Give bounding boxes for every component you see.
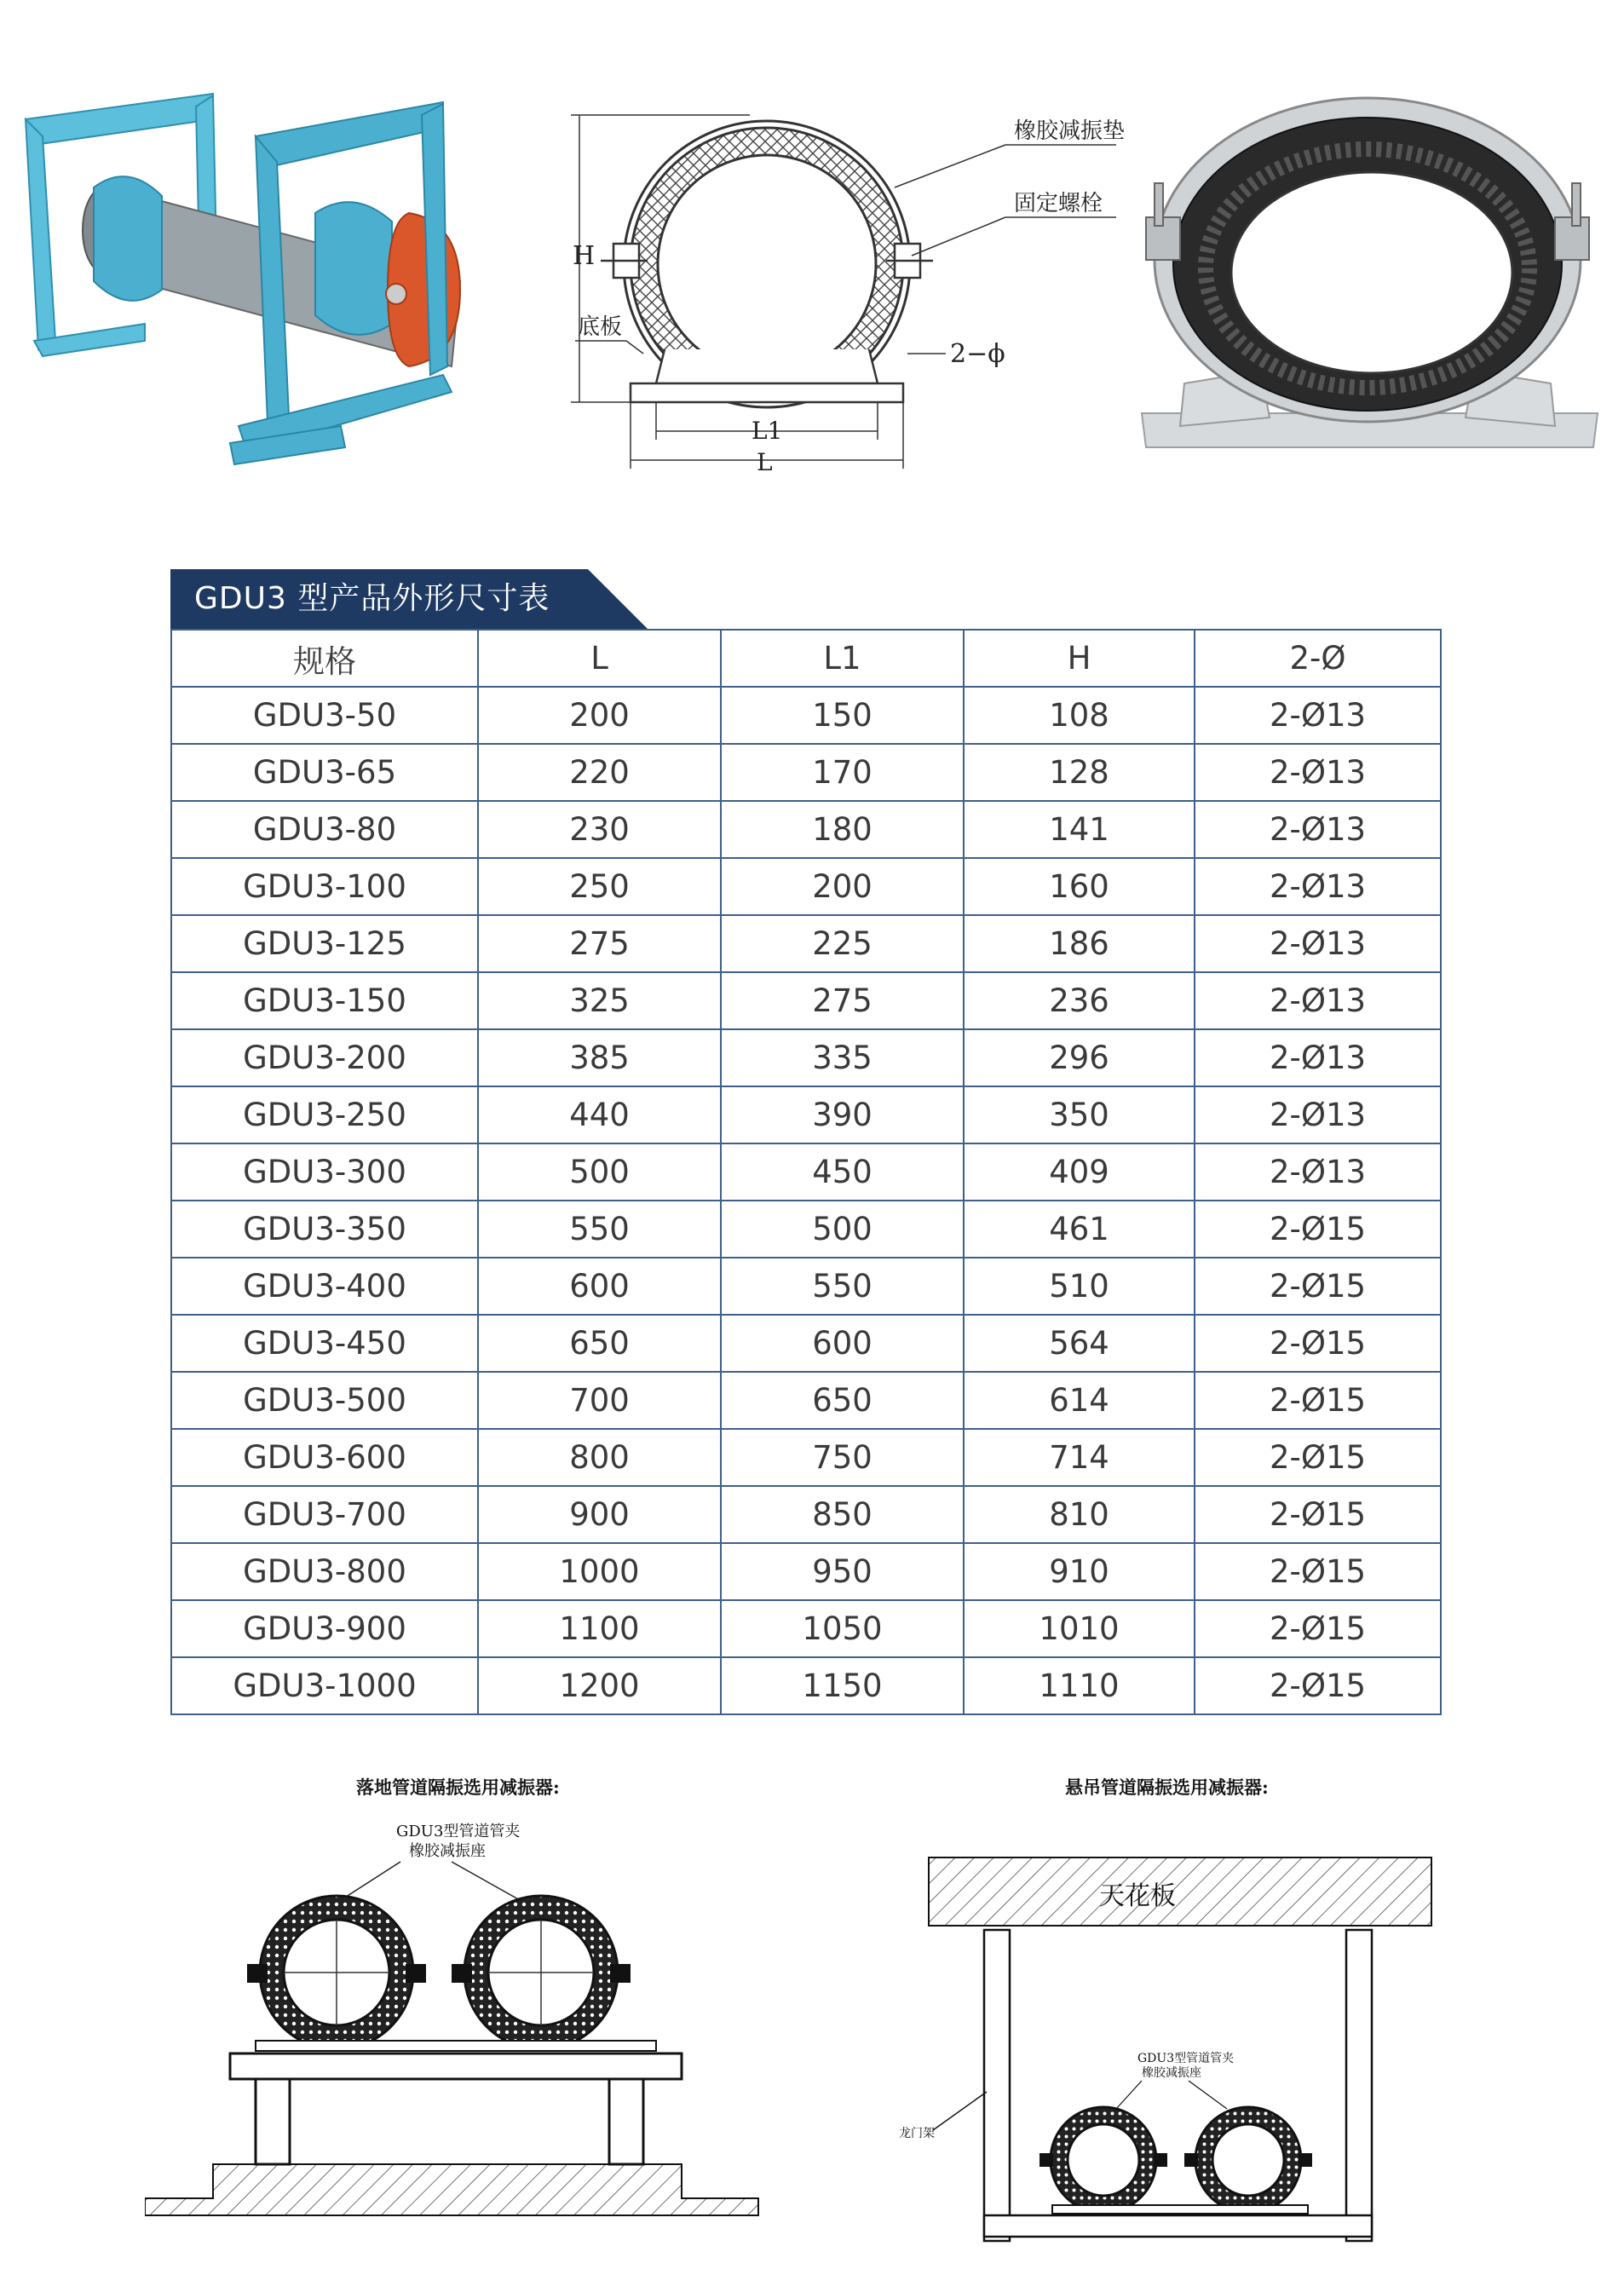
cell-holes: 2-Ø13 xyxy=(1195,1143,1441,1201)
cell-h: 236 xyxy=(964,972,1195,1029)
cell-l: 600 xyxy=(478,1258,721,1315)
table-header-row xyxy=(171,630,1441,687)
cell-l1: 550 xyxy=(721,1258,964,1315)
cell-spec: GDU3-500 xyxy=(171,1372,478,1429)
cell-l: 650 xyxy=(478,1315,721,1372)
cell-spec: GDU3-65 xyxy=(171,744,478,801)
hang-install-drawing xyxy=(886,1849,1440,2258)
spec-table xyxy=(170,629,1442,1715)
table-row xyxy=(171,915,1441,972)
frame-label: 龙门架 xyxy=(899,2127,935,2140)
cell-l1: 200 xyxy=(721,858,964,915)
cell-h: 141 xyxy=(964,801,1195,858)
label-base-plate: 底板 xyxy=(578,314,623,340)
dim-h-label: H xyxy=(573,241,596,271)
cell-h: 510 xyxy=(964,1258,1195,1315)
cell-l: 550 xyxy=(478,1201,721,1258)
cell-holes: 2-Ø15 xyxy=(1195,1486,1441,1543)
cell-h: 614 xyxy=(964,1372,1195,1429)
cell-spec: GDU3-1000 xyxy=(171,1657,478,1714)
cell-l1: 335 xyxy=(721,1029,964,1086)
cell-l: 275 xyxy=(478,915,721,972)
table-row xyxy=(171,858,1441,915)
cell-holes: 2-Ø15 xyxy=(1195,1429,1441,1486)
table-row xyxy=(171,1543,1441,1600)
cell-h: 910 xyxy=(964,1543,1195,1600)
cell-holes: 2-Ø15 xyxy=(1195,1657,1441,1714)
label-fixing-bolt: 固定螺栓 xyxy=(1014,191,1103,216)
table-row xyxy=(171,801,1441,858)
table-row xyxy=(171,1315,1441,1372)
cell-spec: GDU3-200 xyxy=(171,1029,478,1086)
cell-spec: GDU3-800 xyxy=(171,1543,478,1600)
table-row xyxy=(171,687,1441,744)
cell-l1: 1150 xyxy=(721,1657,964,1714)
table-row xyxy=(171,744,1441,801)
hang-install-caption: 悬吊管道隔振选用减振器: xyxy=(1065,1777,1269,1798)
cell-holes: 2-Ø13 xyxy=(1195,1086,1441,1143)
cell-l1: 1050 xyxy=(721,1600,964,1657)
cell-l1: 500 xyxy=(721,1201,964,1258)
dim-l-label: L xyxy=(757,448,773,476)
table-title-tab xyxy=(170,569,1440,629)
cell-l: 500 xyxy=(478,1143,721,1201)
cell-h: 296 xyxy=(964,1029,1195,1086)
cell-holes: 2-Ø13 xyxy=(1195,972,1441,1029)
cell-h: 714 xyxy=(964,1429,1195,1486)
cell-l1: 225 xyxy=(721,915,964,972)
cell-l: 200 xyxy=(478,687,721,744)
cell-spec: GDU3-250 xyxy=(171,1086,478,1143)
table-body xyxy=(171,687,1441,1714)
table-row xyxy=(171,1201,1441,1258)
cell-h: 1010 xyxy=(964,1600,1195,1657)
label-holes: 2−ϕ xyxy=(950,339,1005,369)
table-row xyxy=(171,1258,1441,1315)
cell-l: 1200 xyxy=(478,1657,721,1714)
cell-holes: 2-Ø13 xyxy=(1195,744,1441,801)
cell-spec: GDU3-900 xyxy=(171,1600,478,1657)
header-l: L xyxy=(478,630,721,687)
cell-spec: GDU3-400 xyxy=(171,1258,478,1315)
cell-l: 325 xyxy=(478,972,721,1029)
floor-label-2: 橡胶减振座 xyxy=(409,1842,486,1860)
cell-holes: 2-Ø15 xyxy=(1195,1258,1441,1315)
cell-l: 230 xyxy=(478,801,721,858)
cell-h: 128 xyxy=(964,744,1195,801)
cell-l1: 390 xyxy=(721,1086,964,1143)
cell-l: 700 xyxy=(478,1372,721,1429)
table-row xyxy=(171,1029,1441,1086)
floor-install-caption: 落地管道隔振选用减振器: xyxy=(356,1777,560,1798)
cell-spec: GDU3-600 xyxy=(171,1429,478,1486)
header-h: H xyxy=(964,630,1195,687)
cell-l1: 850 xyxy=(721,1486,964,1543)
cell-spec: GDU3-350 xyxy=(171,1201,478,1258)
cell-l1: 170 xyxy=(721,744,964,801)
cell-l1: 650 xyxy=(721,1372,964,1429)
cell-holes: 2-Ø15 xyxy=(1195,1315,1441,1372)
cell-holes: 2-Ø15 xyxy=(1195,1372,1441,1429)
table-row xyxy=(171,1600,1441,1657)
cell-l: 220 xyxy=(478,744,721,801)
cell-h: 810 xyxy=(964,1486,1195,1543)
cell-h: 186 xyxy=(964,915,1195,972)
cell-h: 564 xyxy=(964,1315,1195,1372)
table-title: GDU3 型产品外形尺寸表 xyxy=(194,581,550,616)
cell-spec: GDU3-125 xyxy=(171,915,478,972)
header-l1: L1 xyxy=(721,630,964,687)
cell-spec: GDU3-300 xyxy=(171,1143,478,1201)
cell-spec: GDU3-700 xyxy=(171,1486,478,1543)
cell-h: 350 xyxy=(964,1086,1195,1143)
cell-l: 1100 xyxy=(478,1600,721,1657)
ceiling-label: 天花板 xyxy=(1099,1881,1176,1911)
cell-l: 440 xyxy=(478,1086,721,1143)
cell-l1: 450 xyxy=(721,1143,964,1201)
cell-h: 1110 xyxy=(964,1657,1195,1714)
table-row xyxy=(171,1372,1441,1429)
cell-spec: GDU3-50 xyxy=(171,687,478,744)
cell-l: 900 xyxy=(478,1486,721,1543)
cell-l: 250 xyxy=(478,858,721,915)
cell-holes: 2-Ø15 xyxy=(1195,1600,1441,1657)
cell-holes: 2-Ø15 xyxy=(1195,1543,1441,1600)
cell-l1: 275 xyxy=(721,972,964,1029)
cell-h: 108 xyxy=(964,687,1195,744)
cell-spec: GDU3-150 xyxy=(171,972,478,1029)
dimension-table-section xyxy=(170,569,1440,1715)
cell-l1: 600 xyxy=(721,1315,964,1372)
cell-h: 409 xyxy=(964,1143,1195,1201)
cell-holes: 2-Ø13 xyxy=(1195,858,1441,915)
hang-label-1: GDU3型管道管夹 xyxy=(1137,2052,1235,2065)
cell-h: 160 xyxy=(964,858,1195,915)
cell-l: 1000 xyxy=(478,1543,721,1600)
clamp-technical-drawing xyxy=(562,94,1125,477)
table-row xyxy=(171,972,1441,1029)
cell-l: 800 xyxy=(478,1429,721,1486)
header-spec: 规格 xyxy=(171,630,478,687)
cell-l1: 150 xyxy=(721,687,964,744)
table-row xyxy=(171,1086,1441,1143)
cell-h: 461 xyxy=(964,1201,1195,1258)
cell-spec: GDU3-80 xyxy=(171,801,478,858)
product-photo-clamp xyxy=(1133,89,1610,473)
floor-label-1: GDU3型管道管夹 xyxy=(396,1823,521,1840)
cell-l1: 750 xyxy=(721,1429,964,1486)
header-holes: 2-Ø xyxy=(1195,630,1441,687)
label-rubber-pad: 橡胶减振垫 xyxy=(1014,118,1125,144)
cell-spec: GDU3-100 xyxy=(171,858,478,915)
table-row xyxy=(171,1143,1441,1201)
cell-l1: 180 xyxy=(721,801,964,858)
floor-install-drawing xyxy=(145,1815,767,2224)
cell-spec: GDU3-450 xyxy=(171,1315,478,1372)
hang-label-2: 橡胶减振座 xyxy=(1142,2066,1201,2080)
cell-holes: 2-Ø15 xyxy=(1195,1201,1441,1258)
cell-holes: 2-Ø13 xyxy=(1195,687,1441,744)
table-row xyxy=(171,1429,1441,1486)
cell-holes: 2-Ø13 xyxy=(1195,801,1441,858)
table-row xyxy=(171,1486,1441,1543)
product-photo-frame-support xyxy=(17,85,511,494)
cell-l1: 950 xyxy=(721,1543,964,1600)
cell-l: 385 xyxy=(478,1029,721,1086)
dim-l1-label: L1 xyxy=(752,417,783,445)
table-row xyxy=(171,1657,1441,1714)
cell-holes: 2-Ø13 xyxy=(1195,1029,1441,1086)
cell-holes: 2-Ø13 xyxy=(1195,915,1441,972)
